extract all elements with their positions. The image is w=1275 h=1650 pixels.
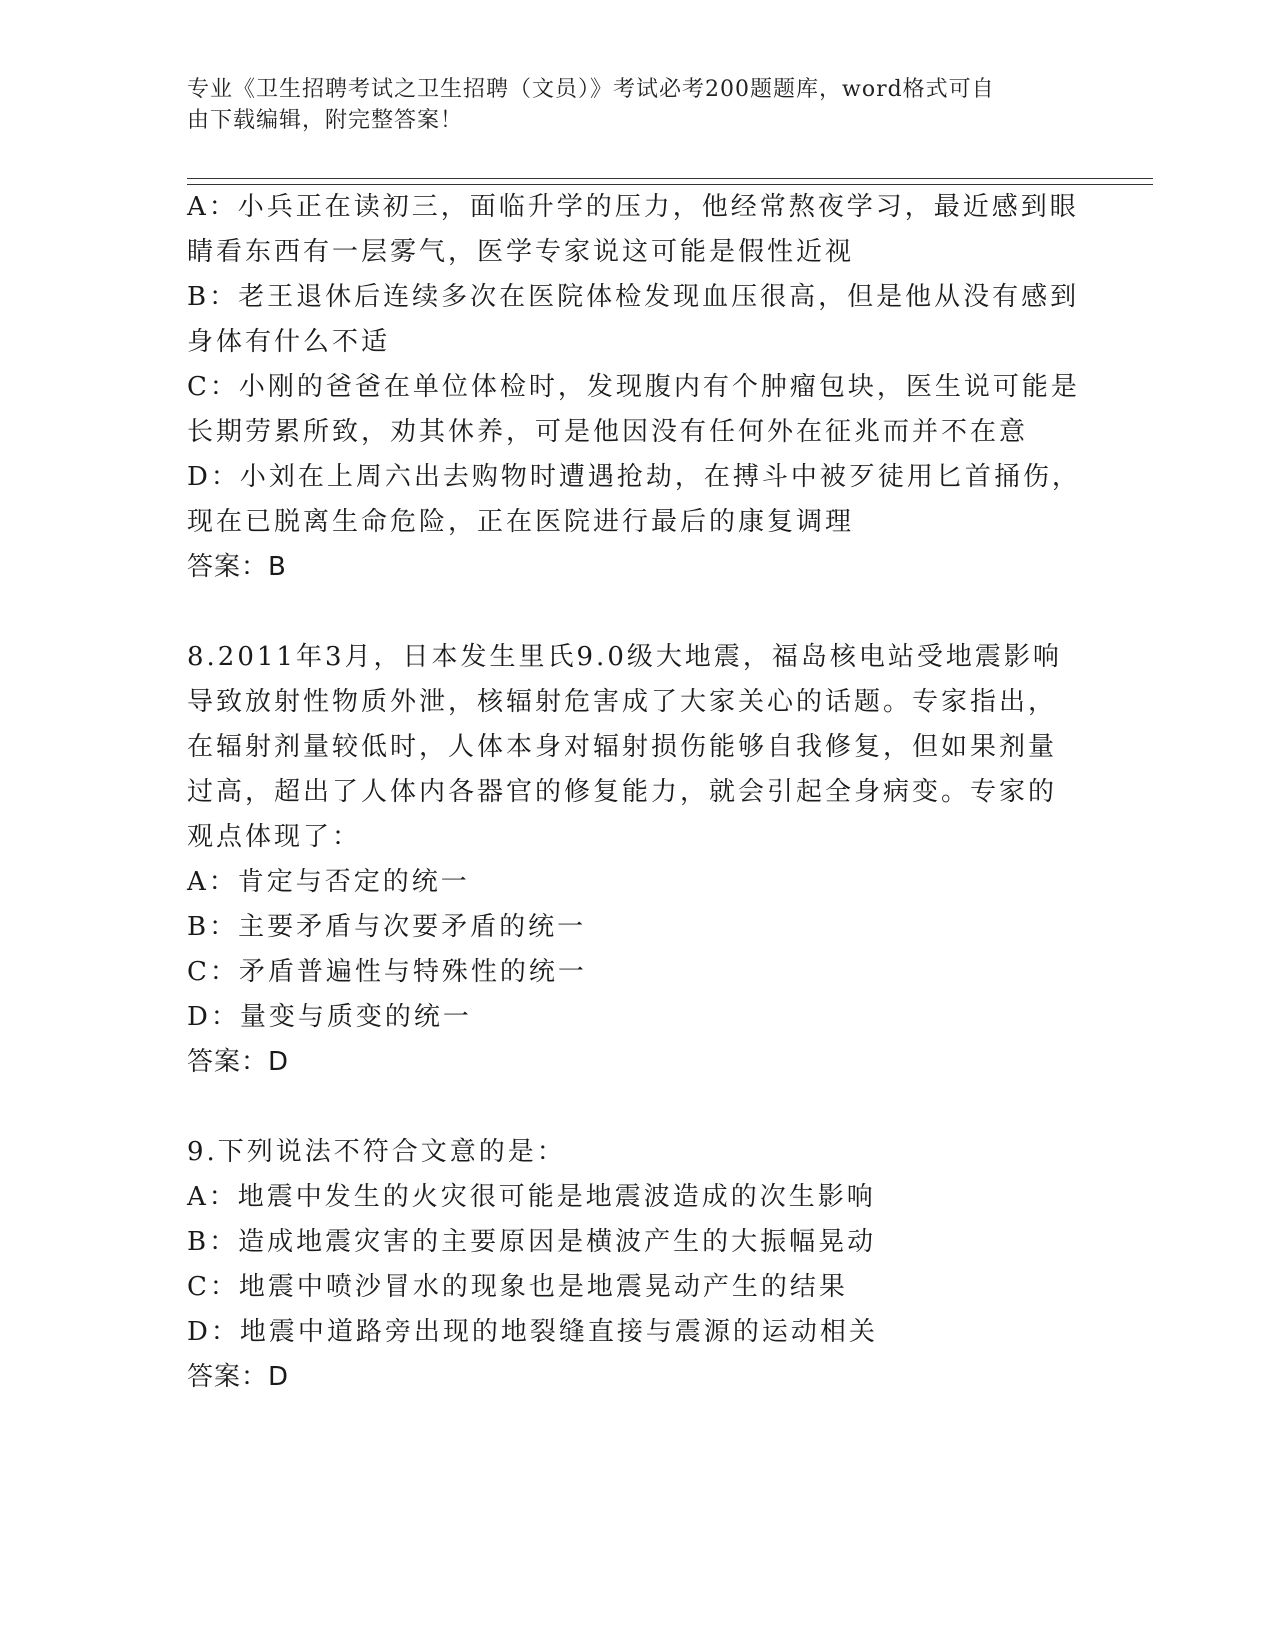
q8-option-a: A：肯定与否定的统一 xyxy=(187,867,470,897)
q7-option-b-line-2: 身体有什么不适 xyxy=(187,327,391,357)
q8-answer: 答案：D xyxy=(187,1047,290,1077)
q8-stem-line-2: 导致放射性物质外泄，核辐射危害成了大家关心的话题。专家指出， xyxy=(187,687,1058,717)
header-divider-bottom xyxy=(187,184,1153,185)
q8-option-d: D：量变与质变的统一 xyxy=(187,1002,472,1032)
header-line-2: 由下载编辑，附完整答案！ xyxy=(187,108,464,133)
q8-option-b: B：主要矛盾与次要矛盾的统一 xyxy=(187,912,587,942)
q9-option-b: B：造成地震灾害的主要原因是横波产生的大振幅晃动 xyxy=(187,1227,877,1257)
q8-stem-line-3: 在辐射剂量较低时，人体本身对辐射损伤能够自我修复，但如果剂量 xyxy=(187,732,1058,762)
header-divider-top xyxy=(187,178,1153,179)
q7-option-b-line-1: B：老王退休后连续多次在医院体检发现血压很高，但是他从没有感到 xyxy=(187,282,1080,312)
q8-stem-line-4: 过高，超出了人体内各器官的修复能力，就会引起全身病变。专家的 xyxy=(187,777,1058,807)
q8-stem-line-5: 观点体现了： xyxy=(187,822,362,852)
header-line-1: 专业《卫生招聘考试之卫生招聘（文员）》考试必考200题题库，word格式可自 xyxy=(187,77,995,102)
q7-option-c-line-1: C：小刚的爸爸在单位体检时，发现腹内有个肿瘤包块，医生说可能是 xyxy=(187,372,1080,402)
q7-option-a-line-2: 睛看东西有一层雾气，医学专家说这可能是假性近视 xyxy=(187,237,855,267)
q7-answer: 答案：B xyxy=(187,552,287,582)
q7-option-c-line-2: 长期劳累所致，劝其休养，可是他因没有任何外在征兆而并不在意 xyxy=(187,417,1029,447)
q7-option-d-line-2: 现在已脱离生命危险，正在医院进行最后的康复调理 xyxy=(187,507,855,537)
q8-option-c: C：矛盾普遍性与特殊性的统一 xyxy=(187,957,587,987)
q9-option-d: D：地震中道路旁出现的地裂缝直接与震源的运动相关 xyxy=(187,1317,878,1347)
q7-option-a-line-1: A：小兵正在读初三，面临升学的压力，他经常熬夜学习，最近感到眼 xyxy=(187,192,1079,222)
q9-option-c: C：地震中喷沙冒水的现象也是地震晃动产生的结果 xyxy=(187,1272,848,1302)
q9-option-a: A：地震中发生的火灾很可能是地震波造成的次生影响 xyxy=(187,1182,876,1212)
document-header xyxy=(187,74,1067,136)
q8-stem-line-1: 8.2011年3月，日本发生里氏9.0级大地震，福岛核电站受地震影响 xyxy=(187,642,1062,672)
q9-stem: 9.下列说法不符合文意的是： xyxy=(187,1137,566,1167)
q7-option-d-line-1: D：小刘在上周六出去购物时遭遇抢劫，在搏斗中被歹徒用匕首捅伤， xyxy=(187,462,1081,492)
q9-answer: 答案：D xyxy=(187,1362,290,1392)
